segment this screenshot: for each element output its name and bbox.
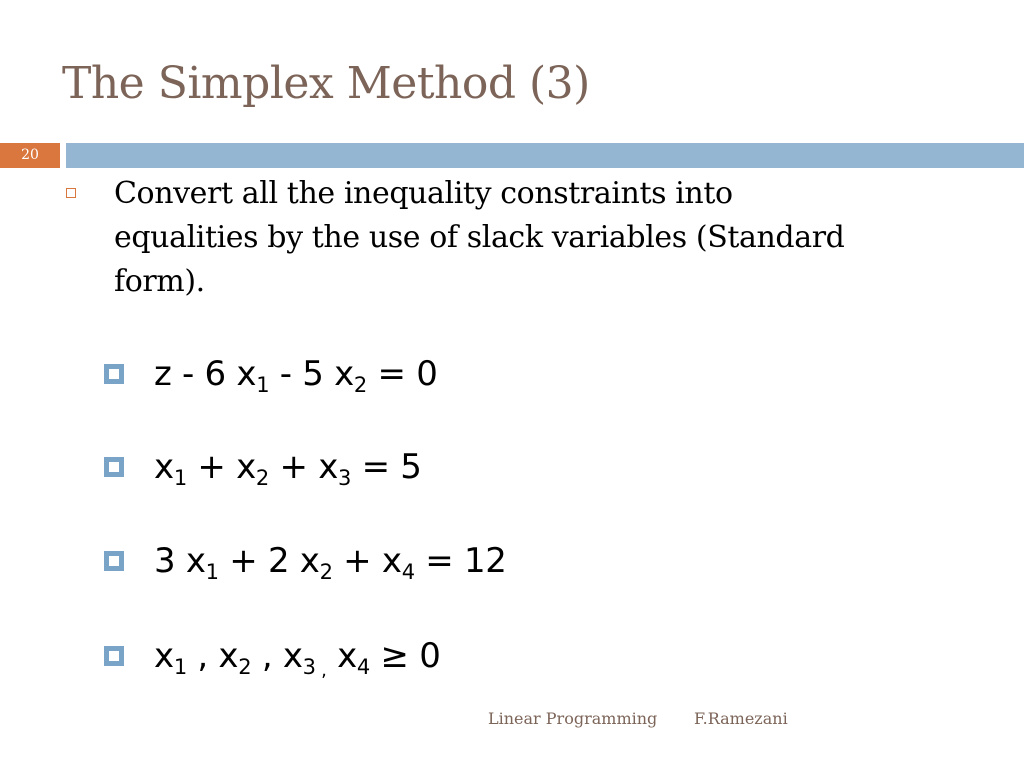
- footer-course: Linear Programming: [488, 709, 658, 728]
- footer-author: F.Ramezani: [694, 709, 788, 728]
- header-divider-bar: [66, 143, 1024, 168]
- slide-title: The Simplex Method (3): [62, 58, 590, 109]
- equation-text: $x_1$ , $x_2$ , $x_3$ $_,$ $x_4 \ge 0$: [154, 636, 441, 681]
- square-bullet-icon: [104, 364, 124, 384]
- square-bullet-icon: [104, 646, 124, 666]
- equation-item-constraint-2: [104, 537, 804, 587]
- square-bullet-icon: [104, 457, 124, 477]
- equation-item-objective: [104, 350, 804, 400]
- hollow-square-icon: [66, 188, 76, 198]
- equation-item-constraint-1: [104, 443, 804, 493]
- slide-number: 20: [0, 143, 60, 168]
- equation-text: 3 $x_1 + 2$ $x_2 + x_4 = 12$: [154, 541, 507, 584]
- equation-text: $x_1 + x_2 + x_3 = 5$: [154, 447, 422, 490]
- square-bullet-icon: [104, 551, 124, 571]
- equation-item-nonnegativity: [104, 632, 804, 682]
- equation-text: z - 6 $x_1 - 5$ $x_2 = 0$: [154, 354, 438, 397]
- bullet-text: Convert all the inequality constraints into equalities by the use of slack variables (Standard form).: [114, 176, 845, 299]
